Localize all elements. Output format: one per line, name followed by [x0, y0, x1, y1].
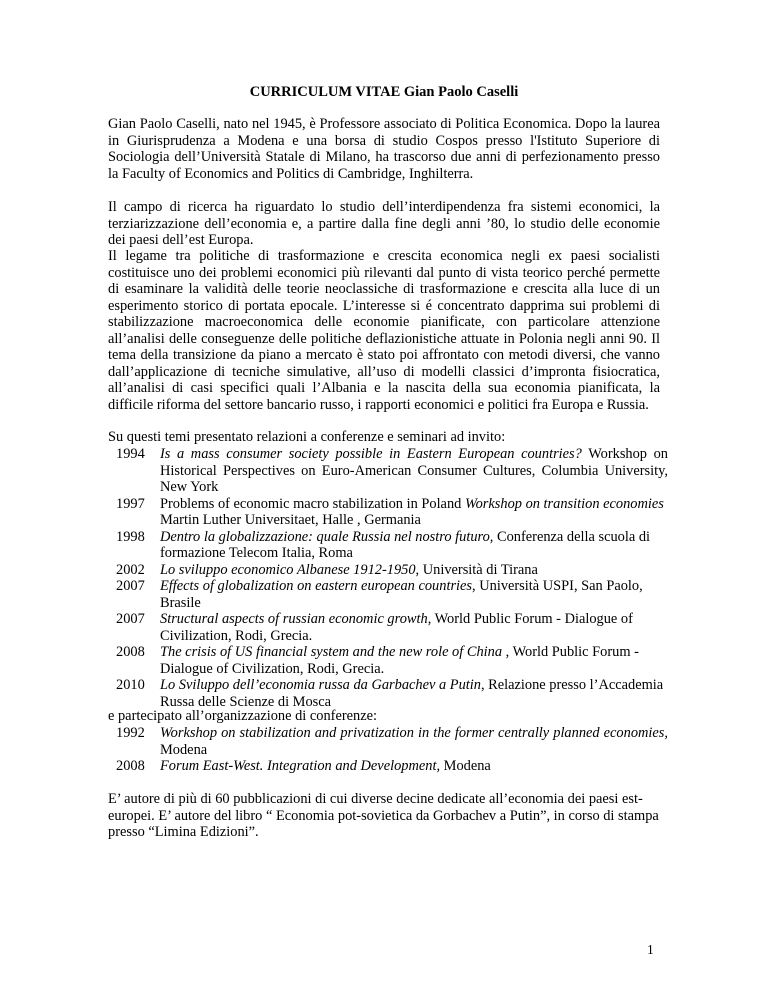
- talk-text: Lo sviluppo economico Albanese 1912-1950, Università di Tirana: [160, 561, 538, 578]
- list-item: [116, 725, 668, 758]
- list-item: [116, 496, 668, 529]
- talk-text: Is a mass consumer society possible in Eastern European countries? Workshop on Historical Perspectives on Euro-American Consumer Cultures, Columbia University, New York: [160, 446, 669, 495]
- talk-year: 2010: [116, 677, 145, 693]
- talk-year: 2002: [116, 561, 145, 578]
- talk-year: 1997: [116, 495, 145, 512]
- list-item: [116, 578, 668, 611]
- talk-year: 1994: [116, 446, 145, 462]
- talk-text: The crisis of US financial system and the new role of China , World Public Forum - Dialogue of Civilization, Rodi, Grecia.: [160, 644, 639, 677]
- transition-paragraph: Il legame tra politiche di trasformazione e crescita economica negli ex paesi socialisti costituisce uno dei problemi economici più rilevanti dal punto di vista teorico perché permette di esaminare la validità delle teorie neoclassiche di trasformazione e crescita alla luce di un esperimento storico di portata epocale. L’interesse si é concentrato dapprima sui problemi di stabilizzazione macroeconomica delle economie pianificate, con particolare attenzione all’analisi delle conseguenze delle politiche deflazionistiche attuate in Polonia negli anni 90. Il tema della transizione da piano a mercato è stato poi affrontato con metodi diversi, che vanno dall’applicazione di tecniche simulative, all’uso di modelli classici d’impronta fisiocratica, all’analisi di casi specifici quali l’Albania e la nascita della sua economia pianificata, la difficile riforma del settore bancario russo, i rapporti economici e politici fra Europa e Russia.: [108, 248, 660, 413]
- talk-year: 2007: [116, 578, 145, 594]
- research-paragraph: Il campo di ricerca ha riguardato lo studio dell’interdipendenza fra sistemi economici, la terziarizzazione dell’economia e, a partire dalla fine degli anni ’80, lo studio delle economie dei paesi dell’est Europa.: [108, 199, 660, 248]
- conference-text: Forum East-West. Integration and Development, Modena: [160, 758, 491, 774]
- document-title: CURRICULUM VITAE Gian Paolo Caselli: [249, 84, 519, 100]
- conference-year: 1992: [116, 725, 145, 741]
- talk-year: 1998: [116, 528, 145, 545]
- list-item: [116, 758, 668, 775]
- conferences-intro: e partecipato all’organizzazione di conferenze:: [108, 708, 378, 724]
- page-number: 1: [647, 942, 654, 957]
- talk-text: Dentro la globalizzazione: quale Russia nel nostro futuro, Conferenza della scuola di formazione Telecom Italia, Roma: [160, 528, 651, 561]
- publications-paragraph: E’ autore di più di 60 pubblicazioni di cui diverse decine dedicate all’economia dei paesi est-europei. E’ autore del libro “ Economia pot-sovietica da Gorbachev a Putin”, in corso di stampa presso “Limina Edizioni”.: [108, 791, 659, 840]
- list-item: [116, 446, 668, 496]
- intro-paragraph: Gian Paolo Caselli, nato nel 1945, è Professore associato di Politica Economica. Dopo la laurea in Giurisprudenza a Modena e una borsa di studio Cospos presso l'Istituto Superiore di Sociologia dell’Università Statale di Milano, ha trascorso due anni di perfezionamento presso la Faculty of Economics and Politics di Cambridge, Inghilterra.: [108, 116, 660, 182]
- talks-list: [116, 446, 668, 710]
- talks-intro: Su questi temi presentato relazioni a conferenze e seminari ad invito:: [108, 429, 506, 445]
- talk-year: 2007: [116, 611, 145, 627]
- conference-text: Workshop on stabilization and privatization in the former centrally planned economies, Modena: [160, 725, 668, 758]
- talk-text: Problems of economic macro stabilization in Poland Workshop on transition economies Martin Luther Universitaet, Halle , Germania: [160, 495, 664, 528]
- list-item: [116, 677, 668, 710]
- list-item: [116, 562, 668, 579]
- list-item: [116, 529, 668, 562]
- conference-year: 2008: [116, 758, 145, 774]
- talk-text: Structural aspects of russian economic growth, World Public Forum - Dialogue of Civilization, Rodi, Grecia.: [160, 611, 633, 644]
- list-item: [116, 611, 668, 644]
- list-item: [116, 644, 668, 677]
- talk-text: Effects of globalization on eastern european countries, Università USPI, San Paolo, Brasile: [160, 578, 643, 611]
- talk-text: Lo Sviluppo dell’economia russa da Garbachev a Putin, Relazione presso l’Accademia Russa delle Scienze di Mosca: [160, 677, 664, 710]
- conferences-list: [116, 725, 668, 775]
- talk-year: 2008: [116, 644, 145, 660]
